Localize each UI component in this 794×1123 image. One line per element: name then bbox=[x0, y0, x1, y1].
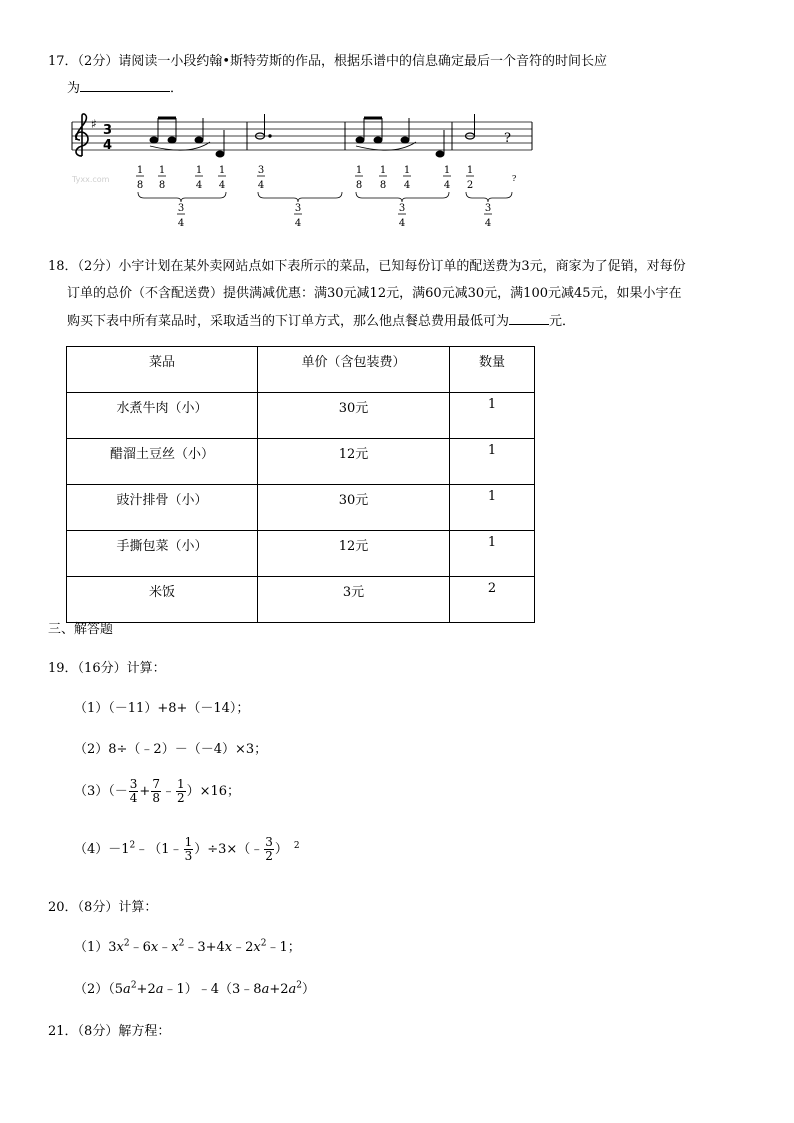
q18-line2: 订单的总价（不含配送费）提供满减优惠：满30元减12元，满60元减30元，满100元减45元，如果小宇在 bbox=[67, 286, 682, 301]
svg-text:3: 3 bbox=[398, 203, 406, 214]
svg-text:4: 4 bbox=[294, 218, 302, 229]
q19-part2: （2）8÷（﹣2）－（－4）×3； bbox=[74, 742, 268, 757]
q17-line1: 17．（2分）请阅读一小段约翰•斯特劳斯的作品，根据乐谱中的信息确定最后一个音符的时间长应 bbox=[48, 54, 607, 69]
cell-qty: 2 bbox=[450, 577, 535, 623]
duration-fraction bbox=[136, 165, 144, 191]
cell-qty: 1 bbox=[450, 531, 535, 577]
measure-2-notes bbox=[256, 114, 272, 139]
q18-prefix: 购买下表中所有菜品时，采取适当的下订单方式，那么他点餐总费用最低可为 bbox=[67, 314, 510, 329]
cell-price: 3元 bbox=[258, 577, 450, 623]
q19-title: 19．（16分）计算： bbox=[48, 661, 166, 676]
svg-text:3: 3 bbox=[294, 203, 302, 214]
cell-dish: 手撕包菜（小） bbox=[67, 531, 258, 577]
svg-text:4: 4 bbox=[443, 180, 451, 191]
table-row bbox=[67, 531, 535, 577]
q18-line3 bbox=[67, 310, 575, 329]
q21-title: 21．（8分）解方程： bbox=[48, 1024, 171, 1039]
duration-fraction bbox=[466, 165, 474, 191]
table-row bbox=[67, 485, 535, 531]
cell-dish: 米饭 bbox=[67, 577, 258, 623]
score-question-mark: ? bbox=[504, 131, 511, 146]
svg-text:4: 4 bbox=[484, 218, 492, 229]
svg-text:4: 4 bbox=[195, 180, 203, 191]
cell-qty: 1 bbox=[450, 485, 535, 531]
duration-unknown: ? bbox=[512, 174, 517, 183]
table-header-row bbox=[67, 347, 535, 393]
cell-dish: 水煮牛肉（小） bbox=[67, 393, 258, 439]
q19-part1: （1）（－11）+8+（－14）； bbox=[74, 701, 250, 716]
duration-fraction bbox=[257, 165, 265, 191]
svg-text:1: 1 bbox=[443, 165, 451, 176]
fraction: $\frac{1}{3}$ bbox=[184, 835, 193, 863]
svg-text:3: 3 bbox=[177, 203, 185, 214]
svg-text:1: 1 bbox=[466, 165, 474, 176]
fraction: $\frac{1}{2}$ bbox=[176, 777, 185, 805]
svg-text:8: 8 bbox=[379, 180, 387, 191]
fraction: $\frac{3}{2}$ bbox=[265, 835, 273, 863]
duration-fraction bbox=[379, 165, 387, 191]
time-sig-bottom: 4 bbox=[103, 138, 113, 153]
svg-text:8: 8 bbox=[136, 180, 144, 191]
menu-table bbox=[66, 346, 535, 623]
q19-p3-start: （3）（－ bbox=[74, 784, 128, 799]
q19-part3: （3）（－ $\frac{3}{4}$ + $\frac{7}{8}$ ﹣ $\frac{1}{2}$ ）×16； bbox=[74, 777, 241, 805]
header-quantity: 数量 bbox=[450, 347, 535, 393]
duration-fraction bbox=[355, 165, 363, 191]
measure-sum-fraction bbox=[398, 203, 406, 229]
staff-lines bbox=[72, 122, 532, 150]
svg-text:4: 4 bbox=[177, 218, 185, 229]
cell-price: 30元 bbox=[258, 393, 450, 439]
svg-text:1: 1 bbox=[379, 165, 387, 176]
measure-4-notes bbox=[466, 114, 475, 139]
svg-text:4: 4 bbox=[398, 218, 406, 229]
header-price: 单价（含包装费） bbox=[258, 347, 450, 393]
svg-text:1: 1 bbox=[403, 165, 411, 176]
cell-qty: 1 bbox=[450, 393, 535, 439]
q18-line1: 18．（2分）小宇计划在某外卖网站点如下表所示的菜品，已知每份订单的配送费为3元，商家为了促销，对每份 bbox=[48, 259, 686, 274]
svg-text:1: 1 bbox=[195, 165, 203, 176]
measure-sum-fraction bbox=[294, 203, 302, 229]
fraction: $\frac{7}{8}$ bbox=[152, 777, 160, 805]
measure-sum-fraction bbox=[177, 203, 185, 229]
duration-fraction bbox=[218, 165, 226, 191]
cell-dish: 醋溜土豆丝（小） bbox=[67, 439, 258, 485]
duration-fractions bbox=[136, 165, 516, 229]
cell-dish: 豉汁排骨（小） bbox=[67, 485, 258, 531]
q18-answer-blank bbox=[509, 311, 549, 325]
sharp-icon: ♯ bbox=[91, 117, 97, 131]
svg-text:8: 8 bbox=[355, 180, 363, 191]
svg-text:1: 1 bbox=[218, 165, 226, 176]
svg-text:4: 4 bbox=[257, 180, 265, 191]
q17-answer-blank bbox=[80, 78, 170, 92]
q20-title: 20．（8分）计算： bbox=[48, 900, 158, 915]
watermark: Tyxx.com bbox=[72, 175, 110, 184]
q19-part4: $(4)-1^2﹣(1﹣$ $\frac{1}{3}$ ）÷3×（﹣ $\frac{3}{2}$ ） $^2$ bbox=[74, 835, 300, 863]
svg-text:3: 3 bbox=[257, 165, 265, 176]
q20-part1: $(1)3x^2﹣6x﹣x^2﹣3+4x﹣2x^2﹣1$； bbox=[74, 938, 301, 955]
svg-text:4: 4 bbox=[403, 180, 411, 191]
svg-text:2: 2 bbox=[466, 180, 474, 191]
music-score bbox=[60, 110, 540, 235]
duration-fraction bbox=[158, 165, 166, 191]
table-row bbox=[67, 577, 535, 623]
table-row bbox=[67, 393, 535, 439]
svg-text:1: 1 bbox=[158, 165, 166, 176]
svg-text:8: 8 bbox=[158, 180, 166, 191]
svg-text:1: 1 bbox=[136, 165, 144, 176]
q19-p3-end: ）×16； bbox=[186, 784, 241, 799]
cell-price: 12元 bbox=[258, 439, 450, 485]
svg-text:3: 3 bbox=[484, 203, 492, 214]
table-row bbox=[67, 439, 535, 485]
measure-3-notes bbox=[356, 118, 444, 157]
cell-price: 12元 bbox=[258, 531, 450, 577]
q17-line2 bbox=[67, 77, 183, 96]
q18-suffix: 元． bbox=[549, 314, 576, 329]
svg-text:1: 1 bbox=[355, 165, 363, 176]
fraction: $\frac{3}{4}$ bbox=[129, 777, 138, 805]
cell-price: 30元 bbox=[258, 485, 450, 531]
duration-fraction bbox=[195, 165, 203, 191]
time-sig-top: 3 bbox=[103, 123, 113, 138]
braces bbox=[138, 192, 512, 202]
header-dish: 菜品 bbox=[67, 347, 258, 393]
q17-prefix: 为 bbox=[67, 81, 81, 96]
measure-1-notes bbox=[150, 118, 224, 157]
cell-qty: 1 bbox=[450, 439, 535, 485]
duration-fraction bbox=[403, 165, 411, 191]
section-heading: 三、解答题 bbox=[48, 622, 114, 637]
q20-part2: $(2)(5a^2+2a﹣1)﹣4(3﹣8a+2a^2)$ bbox=[74, 980, 316, 997]
svg-text:4: 4 bbox=[218, 180, 226, 191]
measure-sum-fraction bbox=[484, 203, 492, 229]
q17-suffix: ． bbox=[170, 81, 184, 96]
duration-fraction bbox=[443, 165, 451, 191]
